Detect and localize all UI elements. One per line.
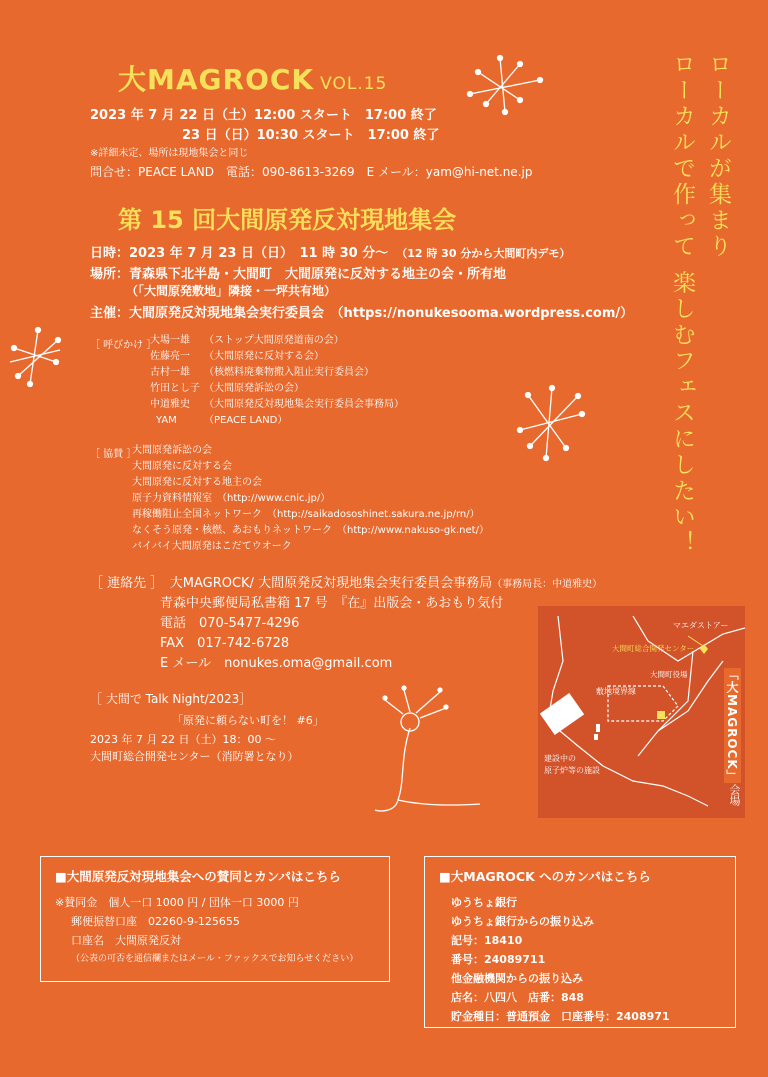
cooperation-item: 大間原発に反対する地主の会: [132, 477, 262, 488]
liaison-label-note: （事務局長：中道雅史）: [492, 579, 603, 590]
callers-orgs: [204, 333, 404, 429]
liaison-address: 青森中央郵便局私書箱 17 号 『在』出版会・あおもり気付: [160, 596, 504, 611]
liaison-label: [90, 572, 602, 591]
caller-org: （核燃料廃棄物搬入阻止実行委員会）: [204, 367, 374, 378]
talk-label: ［ 大間で Talk Night/2023］: [90, 692, 252, 706]
caller-name: YAM: [156, 415, 177, 426]
bank-line: 貯金種目：普通預金 口座番号：2408971: [451, 1010, 670, 1023]
meeting-host: 主催：大間原発反対現地集会実行委員会 （https://nonukesooma.wordpress.com/）: [90, 306, 634, 321]
meeting-place-sub: （「大間原発敷地」隣接・一坪共有地）: [126, 284, 337, 298]
meeting-place: 場所：青森県下北半島・大間町 大間原発に反対する地主の会・所有地: [90, 267, 507, 282]
flower-doodle: [375, 686, 480, 811]
map-store-label: マエダストアー: [673, 621, 729, 630]
slogan-line-2: ローカルで作って 楽しむフェスにしたい！: [669, 52, 695, 557]
talk-title: 「原発に頼らない町を！ #6」: [172, 714, 324, 727]
bank-line: 記号：18410: [451, 934, 523, 947]
caller-org: （大間原発反対現地集会実行委員会事務局）: [204, 399, 404, 410]
support-box-meeting-lines: [55, 893, 389, 969]
event-title: [118, 58, 387, 98]
caller-name: 古村一雄: [150, 367, 190, 378]
caller-name: 大場一雄: [150, 335, 190, 346]
support-box-meeting-title: ■大間原発反対現地集会への賛同とカンパはこちら: [55, 869, 341, 884]
map-town-office-label: 大間町役場: [650, 670, 688, 679]
talk-place: 大間町総合開発センター（消防署となり）: [90, 750, 299, 763]
vertical-slogan: [650, 52, 740, 572]
meeting-datetime: [90, 242, 570, 261]
date-line-1: 2023 年 7 月 22 日（土）12:00 スタート 17:00 終了: [90, 108, 437, 123]
map-boundary-label: 敷地境界線: [596, 687, 636, 696]
map-venue-suffix: 会場: [728, 784, 741, 806]
callers-label: ［ 呼びかけ ］: [90, 340, 157, 351]
map-plant-label-1: 建設中の: [544, 754, 576, 763]
meeting-title: 第 15 回大間原発反対現地集会: [118, 206, 457, 234]
date-line-2: 23 日（日）10:30 スタート 17:00 終了: [182, 128, 440, 143]
star-doodle-right: [518, 386, 585, 461]
support-line: ※賛同金 個人一口 1000 円 / 団体一口 3000 円: [55, 896, 299, 909]
cooperation-item: 大間原発に反対する会: [132, 461, 232, 472]
slogan-line-1: ローカルが集まり: [705, 52, 731, 260]
event-title-text: 大MAGROCK: [118, 63, 315, 96]
liaison-label-text: ［ 連絡先 ］ 大MAGROCK/ 大間原発反対現地集会実行委員会事務局: [90, 576, 493, 591]
cooperation-item: 原子力資料情報室 （http://www.cnic.jp/）: [132, 493, 331, 504]
bank-line: 他金融機関からの振り込み: [451, 972, 583, 985]
caller-org: （PEACE LAND）: [204, 415, 288, 426]
caller-name: 竹田とし子: [150, 383, 200, 394]
cooperation-item: 再稼働阻止全国ネットワーク （http://saikadososhinet.sakura.ne.jp/rn/）: [132, 509, 480, 520]
callers-names: [150, 333, 200, 429]
caller-org: （大間原発訴訟の会）: [204, 383, 304, 394]
caller-org: （ストップ大間原発道南の会）: [204, 335, 344, 346]
support-box-magrock-title: ■大MAGROCK へのカンパはこちら: [439, 869, 651, 884]
cooperation-item: なくそう原発・核燃、あおもりネットワーク （http://www.nakuso-gk.net/）: [132, 525, 489, 536]
support-box-meeting: [40, 856, 390, 982]
bank-line: ゆうちょ銀行からの振り込み: [451, 915, 594, 928]
venue-map: [538, 606, 745, 818]
map-venue-name: 「大MAGROCK」: [725, 668, 739, 783]
detail-note: ※詳細未定、場所は現地集会と同じ: [90, 148, 249, 159]
liaison-fax: FAX 017-742-6728: [160, 636, 290, 651]
liaison-tel: 電話 070-5477-4296: [160, 616, 300, 631]
contact-line: 問合せ：PEACE LAND 電話：090-8613-3269 E メール：yam@hi-net.ne.jp: [90, 165, 533, 179]
cooperation-item: 大間原発訴訟の会: [132, 445, 212, 456]
map-plant-label-2: 原子炉等の施設: [544, 766, 600, 775]
meeting-datetime-main: 日時：2023 年 7 月 23 日（日） 11 時 30 分〜: [90, 246, 389, 261]
support-box-magrock: [424, 856, 736, 1028]
cooperation-list: [132, 443, 489, 555]
talk-datetime: 2023 年 7 月 22 日（土）18：00 〜: [90, 733, 276, 746]
support-line: （公表の可否を通信欄またはメール・ファックスでお知らせください）: [71, 954, 359, 964]
cooperation-item: バイバイ大間原発はこだてウオーク: [132, 541, 292, 552]
support-line: 郵便振替口座 02260-9-125655: [71, 915, 240, 928]
bank-line: 番号：24089711: [451, 953, 546, 966]
liaison-email: E メール nonukes.oma@gmail.com: [160, 656, 393, 671]
support-line: 口座名 大間原発反対: [71, 934, 181, 947]
cooperation-label: ［ 協賛 ］: [90, 449, 137, 460]
support-box-magrock-lines: [451, 893, 735, 1026]
caller-org: （大間原発に反対する会）: [204, 351, 324, 362]
star-doodle-left: [10, 328, 61, 387]
map-center-label: 大間町総合開発センター: [612, 644, 695, 653]
map-drawing: [538, 606, 745, 818]
star-doodle-top: [468, 56, 543, 115]
meeting-datetime-note: （12 時 30 分から大間町内デモ）: [396, 247, 571, 260]
bank-line: ゆうちょ銀行: [451, 896, 517, 909]
caller-name: 中道雅史: [150, 399, 190, 410]
caller-name: 佐藤亮一: [150, 351, 190, 362]
event-vol: VOL.15: [320, 74, 388, 94]
bank-line: 店名：八四八 店番：848: [451, 991, 584, 1004]
